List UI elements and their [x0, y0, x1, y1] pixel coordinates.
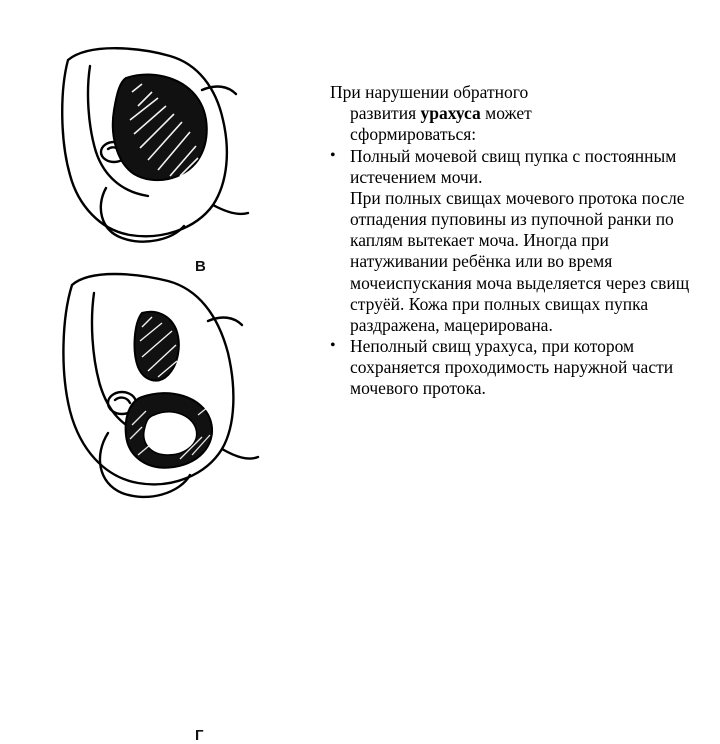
intro-line-3	[322, 124, 694, 145]
figures-column	[30, 20, 320, 744]
bullet-marker-icon: •	[330, 337, 336, 355]
figure-v-lumen	[113, 75, 207, 181]
bullet-item-2	[322, 336, 694, 400]
anatomical-figure-v	[30, 30, 320, 275]
body-paragraph	[322, 188, 694, 336]
figure-v-label: В	[195, 258, 207, 275]
intro-line-2	[322, 103, 694, 124]
intro-line-1	[322, 82, 694, 103]
body-paragraph-text: При полных свищах мочевого протока после отпадения пуповины из пупочной ранки по каплям вытекает моча. Иногда при натуживании ребёнка или во время мочеиспускания моча выделяется через свищ струёй. Кожа при полных свищах пупка раздражена, мацерирована.	[350, 187, 690, 335]
figure-g-drawing	[30, 265, 320, 530]
anatomical-figure-g	[30, 265, 320, 744]
bullet-item-1	[322, 146, 694, 188]
intro-text-3: сформироваться:	[350, 124, 477, 145]
intro-text-2-post: может	[480, 103, 532, 124]
bullet-marker-icon: •	[330, 146, 336, 164]
bullet-text-1: Полный мочевой свищ пупка с постоянным истечением мочи.	[350, 145, 677, 187]
slide-text-column	[322, 82, 694, 400]
bullet-text-2: Неполный свищ урахуса, при котором сохраняется проходимость наружной части мочевого протока.	[350, 336, 674, 399]
figure-v-drawing	[30, 30, 320, 260]
figure-g-lower-cavity	[126, 393, 212, 468]
intro-text-2-pre: развития	[350, 103, 421, 124]
figure-g-label: Г	[195, 727, 205, 744]
intro-text-1: При нарушении обратного	[330, 82, 529, 102]
term-urachus: урахуса	[420, 103, 481, 124]
figure-g-upper-duct	[135, 312, 179, 381]
